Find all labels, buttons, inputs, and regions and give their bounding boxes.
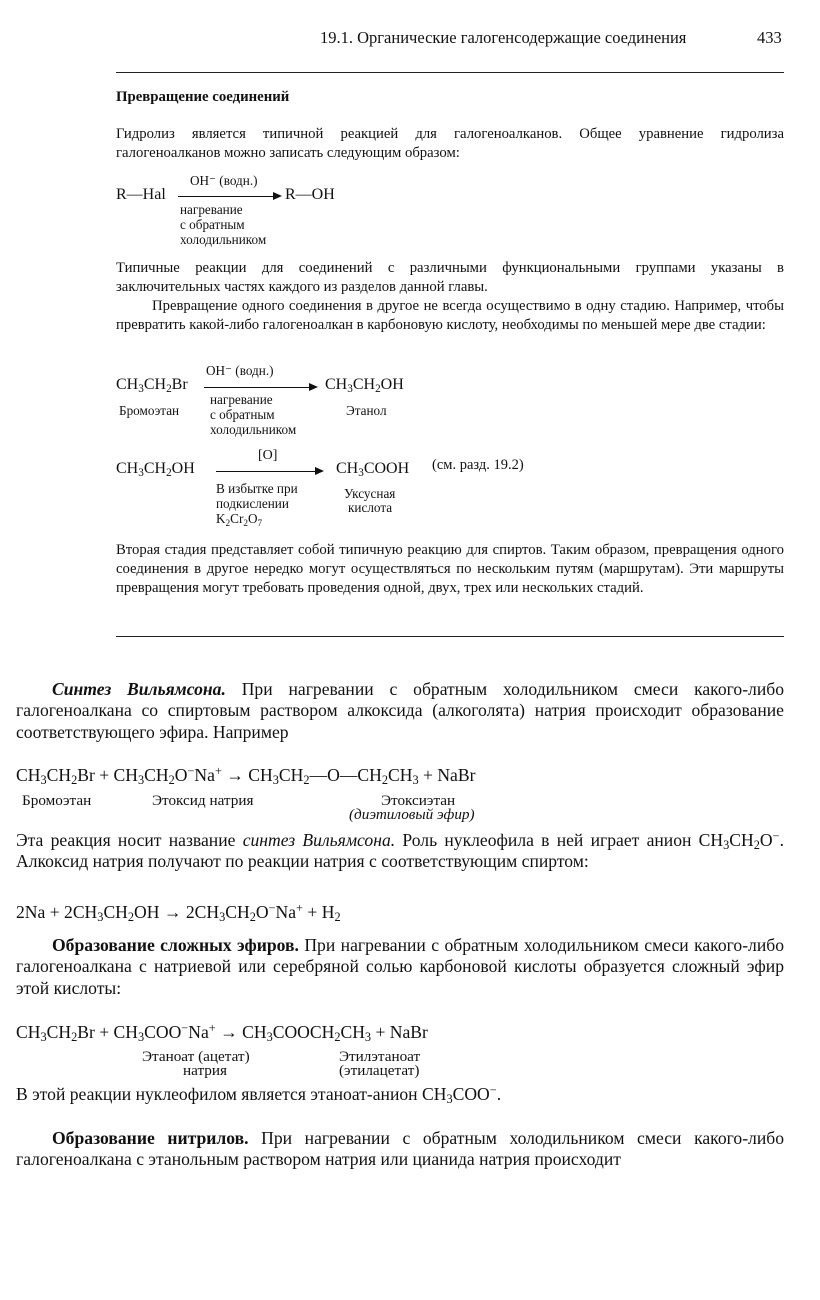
eq3-below-1: В избытке при xyxy=(216,481,298,496)
williamson-followup: Эта реакция носит название синтез Вильямсона. Роль нуклеофила в ней играет анион $CH_3CH_2O^-$. Алкоксид натрия получают по реакции натрия с соответствующим спиртом: xyxy=(16,829,784,872)
eq3-below-2: подкислении xyxy=(216,496,289,511)
esters-paragraph xyxy=(16,935,784,999)
box-paragraph-3: Превращение одного соединения в другое не всегда осуществимо в одну стадию. Например, чтобы превратить какой-либо галогеноалкан в карбоновую кислоту, необходимы по меньшей мере две стадии: xyxy=(116,298,784,333)
eq1-arrow xyxy=(178,196,280,197)
eq1-right: R—OH xyxy=(285,186,335,203)
esters-label-ethylethanoate-1: Этилэтаноат xyxy=(339,1048,421,1065)
esters-equation: $CH_3CH_2Br + CH_3COO^-Na^+$ → $CH_3COOCH_2CH_3$ + NaBr xyxy=(16,1021,428,1044)
williamson-text: При нагревании с обратным холодильником смеси какого-либо галогеноалкана со спиртовым раствором алкоксида (алкоголята) натрия происходит образование соответствующего эфира. Например xyxy=(16,679,784,742)
eq3-note: (см. разд. 19.2) xyxy=(432,457,524,473)
page-number: 433 xyxy=(757,28,782,47)
followup-text-c: . Алкоксид натрия получают по реакции натрия с соответствующим спиртом: xyxy=(16,830,784,872)
box-bottom-rule xyxy=(116,636,784,637)
esters-label-acetate-2: натрия xyxy=(183,1062,228,1079)
box-heading: Превращение соединений xyxy=(116,89,290,105)
eq1-above: OH⁻ (водн.) xyxy=(190,173,258,188)
eq3-arrow xyxy=(216,471,322,472)
williamson-label-diethyl-ether: (диэтиловый эфир) xyxy=(349,806,475,823)
eq2-reactant: $CH_3CH_2Br$ xyxy=(116,376,188,395)
esters-text: При нагревании с обратным холодильником смеси какого-либо галогеноалкана с натриевой или серебряной солью карбоновой кислоты образуется сложный эфир этой кислоты: xyxy=(16,935,785,998)
eq2-arrow xyxy=(204,387,316,388)
followup-text-b: Роль нуклеофила в ней играет анион xyxy=(395,830,692,850)
box-paragraph-1: Гидролиз является типичной реакцией для галогеноалканов. Общее уравнение гидролиза галогеноалканов можно записать следующим образом: xyxy=(116,126,784,161)
eq1-below-1: нагревание xyxy=(180,202,243,217)
eq3-right-label-1: Уксусная xyxy=(344,486,396,501)
box-paragraph-4: Вторая стадия представляет собой типичную реакцию для спиртов. Таким образом, превращения одного соединения в другое нередко могут осуществляться по нескольким путям (маршрутам). Эти маршруты превращения могут требовать проведения одной, двух, трех или нескольких стадий. xyxy=(116,542,784,596)
sodium-equation: $2Na + 2CH_3CH_2OH \to 2CH_3CH_2O^-Na^+ + H_2$ xyxy=(16,901,341,924)
nitriles-title: Образование нитрилов. xyxy=(52,1128,249,1148)
esters-label-acetate-1: Этаноат (ацетат) xyxy=(142,1048,250,1065)
williamson-equation: $CH_3CH_2Br + CH_3CH_2O^-Na^+$ → $CH_3CH_2—O—CH_2CH_3$ + NaBr xyxy=(16,764,476,787)
box-paragraph-2: Типичные реакции для соединений с различными функциональными группами указаны в заключительных частях каждого из разделов данной главы. xyxy=(116,260,784,295)
esters-title: Образование сложных эфиров. xyxy=(52,935,299,955)
esters-after: В этой реакции нуклеофилом является этаноат-анион $CH_3COO^-$. xyxy=(16,1083,502,1106)
eq2-below-2: с обратным xyxy=(210,407,275,422)
eq2-right-label: Этанол xyxy=(346,403,387,418)
eq2-above: OH⁻ (водн.) xyxy=(206,363,274,378)
williamson-paragraph xyxy=(16,679,784,743)
eq3-below-3: $K_2Cr_2O_7$ xyxy=(216,511,263,528)
followup-text-a: Эта реакция носит название xyxy=(16,830,243,850)
eq2-left-label: Бромоэтан xyxy=(119,403,180,418)
running-header: 19.1. Органические галогенсодержащие соединения xyxy=(320,28,687,47)
eq2-below-3: холодильником xyxy=(210,422,297,437)
williamson-label-ethoxide: Этоксид натрия xyxy=(152,792,254,809)
nitriles-text: При нагревании с обратным холодильником смеси какого-либо галогеноалкана с этанольным раствором натрия или цианида натрия происходит xyxy=(16,1128,784,1170)
esters-after-text: В этой реакции нуклеофилом является этаноат-анион xyxy=(16,1084,422,1104)
esters-label-ethylethanoate-2: (этилацетат) xyxy=(339,1062,420,1079)
eq3-right-label-2: кислота xyxy=(348,500,393,515)
box-top-rule xyxy=(116,72,784,73)
eq3-reactant: $CH_3CH_2OH$ xyxy=(116,460,195,479)
williamson-name: синтез Вильямсона. xyxy=(242,830,396,850)
williamson-label-bromoethane: Бромоэтан xyxy=(22,792,92,809)
eq1-below-3: холодильником xyxy=(180,232,267,247)
williamson-title: Синтез Вильямсона. xyxy=(52,679,226,699)
eq1-left: R—Hal xyxy=(116,186,166,203)
eq3-above: [O] xyxy=(258,448,278,463)
eq3-product: $CH_3COOH$ xyxy=(336,460,410,479)
eq1-below-2: с обратным xyxy=(180,217,245,232)
nitriles-paragraph xyxy=(16,1128,784,1171)
eq2-below-1: нагревание xyxy=(210,392,273,407)
eq2-product: $CH_3CH_2OH$ xyxy=(325,376,404,395)
williamson-label-ethoxyethane: Этоксиэтан xyxy=(381,792,456,809)
